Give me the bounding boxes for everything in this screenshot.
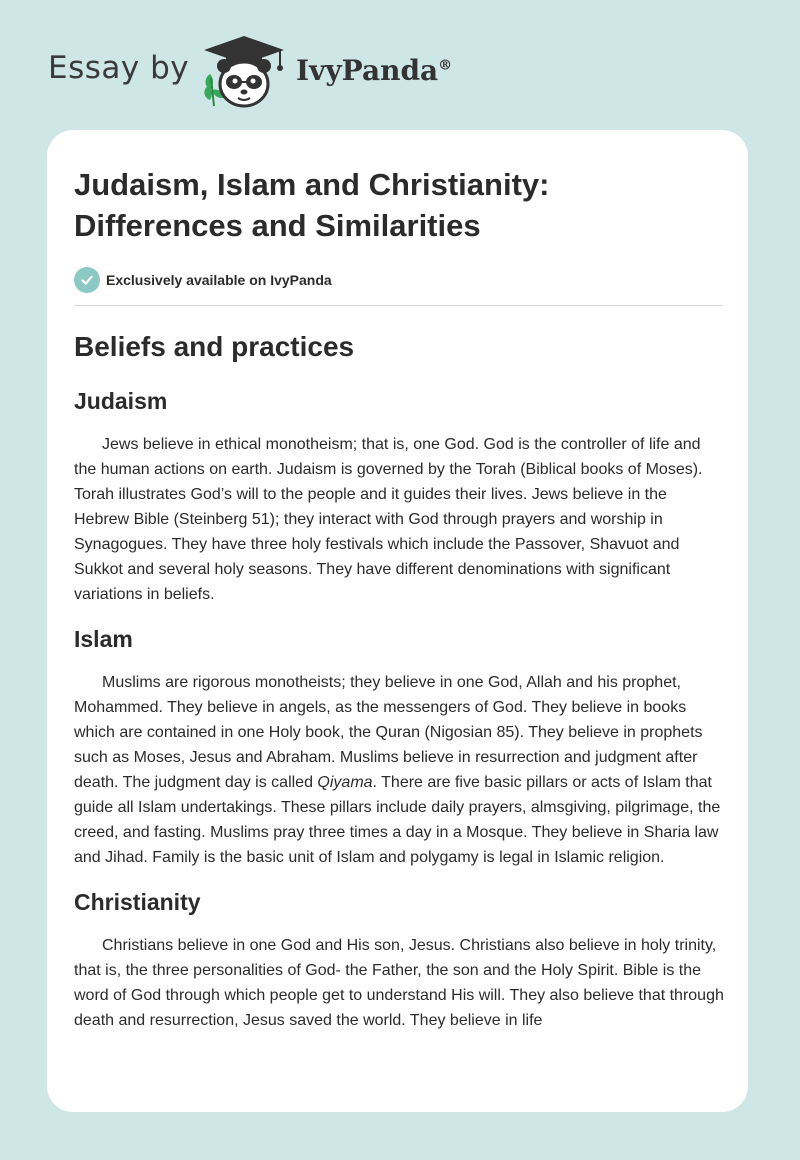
essay-content — [74, 164, 724, 1033]
badge-text: Exclusively available on IvyPanda — [106, 272, 332, 288]
paragraph-islam — [74, 670, 724, 870]
page-title — [74, 164, 724, 246]
brand-label: IvyPanda — [296, 54, 439, 87]
section-judaism — [74, 386, 724, 607]
paragraph-judaism: Jews believe in ethical monotheism; that is, one God. God is the controller of life and the human actions on earth. Judaism is governed by the Torah (Biblical books of Moses). Torah illustrates God’s will to the people and it guides their lives. Jews believe in the Hebrew Bible (Steinberg 51); they interact with God through prayers and worship in Synagogues. They have three holy festivals which include the Passover, Shavuot and Sukkot and several holy seasons. They have different denominations with significant variations in beliefs. — [74, 436, 703, 603]
title-line-1: Judaism, Islam and Christianity: — [74, 167, 550, 202]
paragraph-islam-part-1: Muslims are rigorous monotheists; they believe in one God, Allah and his prophet, Mohammed. They believe in angels, as the messengers of God. They believe in books which are contained in one Holy book, the Quran (Nigosian 85). They believe in prophets such as Moses, Jesus and Abraham. Muslims believe in resurrection and judgment after death. The judgment day is called — [74, 674, 703, 791]
paragraph-christianity: Christians believe in one God and His son, Jesus. Christians also believe in holy trinity, that is, the three personalities of God- the Father, the son and the Holy Spirit. Bible is the word of God through which people get to understand His will. They also believe that through death and resurrection, Jesus saved the world. They believe in life — [74, 937, 724, 1029]
subheading-christianity: Christianity — [74, 889, 201, 915]
essay-card — [47, 130, 748, 1112]
site-header — [48, 30, 508, 110]
check-circle-icon — [74, 267, 100, 293]
divider — [74, 305, 723, 306]
essay-by-label: Essay by — [48, 50, 190, 86]
term-qiyama: Qiyama — [317, 774, 373, 791]
subheading-judaism: Judaism — [74, 388, 168, 414]
panda-logo-icon[interactable] — [200, 34, 290, 110]
subheading-islam: Islam — [74, 626, 133, 652]
registered-mark: ® — [438, 57, 453, 74]
title-line-2: Differences and Similarities — [74, 208, 481, 243]
exclusive-badge — [74, 266, 724, 294]
paragraph-islam-part-2: . There are five basic pillars or acts of Islam that guide all Islam undertakings. These pillars include daily prayers, almsgiving, pilgrimage, the creed, and fasting. Muslims pray three times a day in a Mosque. They believe in Sharia law and Jihad. Family is the basic unit of Islam and polygamy is legal in Islamic religion. — [74, 774, 721, 866]
section-christianity — [74, 887, 724, 1033]
brand-name[interactable] — [296, 54, 452, 87]
section-islam — [74, 624, 724, 870]
section-heading: Beliefs and practices — [74, 331, 355, 362]
